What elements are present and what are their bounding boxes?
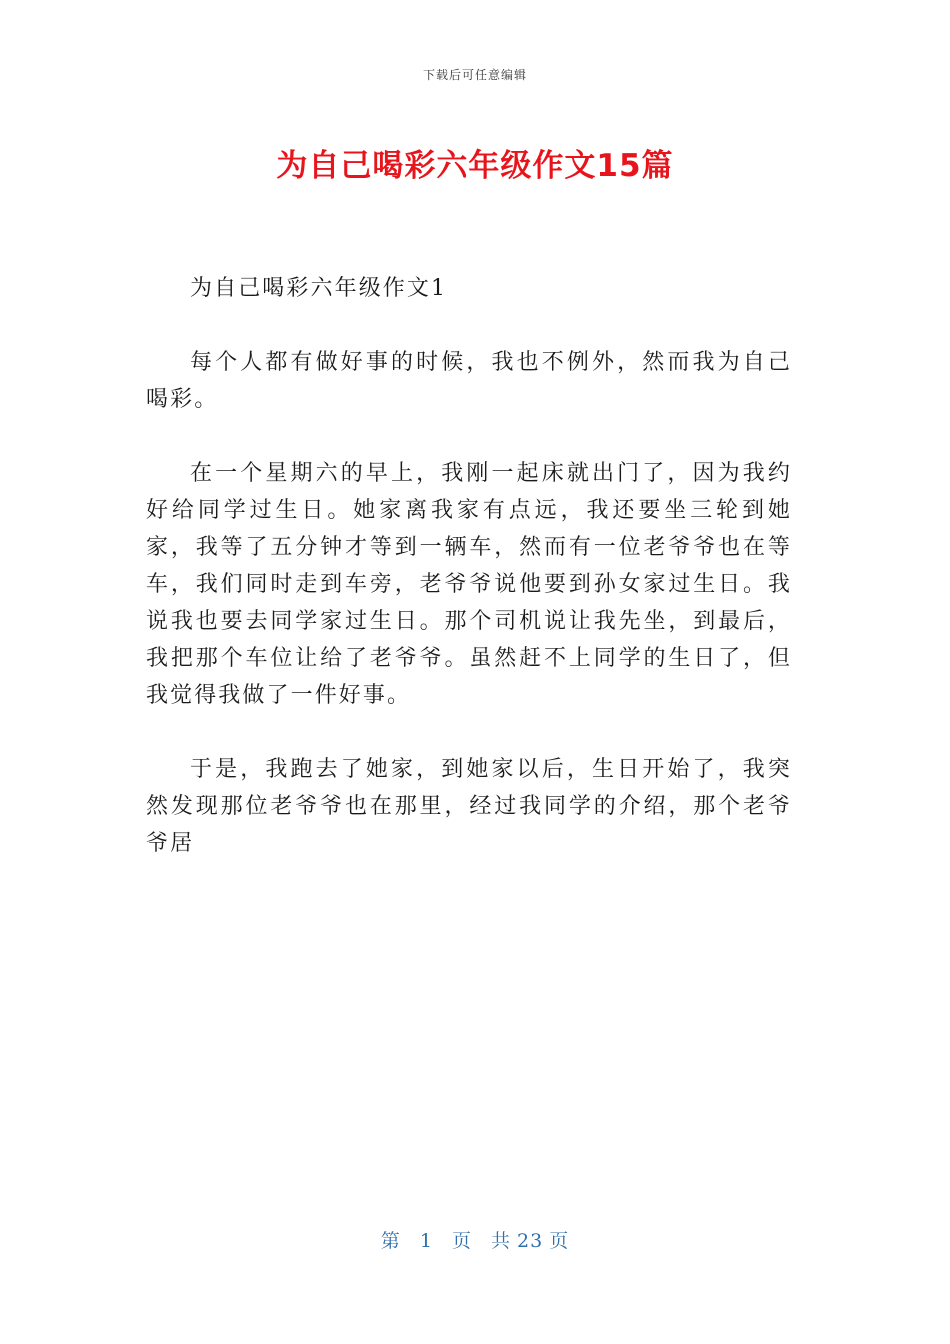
- paragraph: 每个人都有做好事的时候，我也不例外，然而我为自己喝彩。: [146, 350, 792, 412]
- current-page-number: 1: [419, 1230, 433, 1252]
- page-footer: [0, 1226, 950, 1253]
- total-label-prefix: 共: [491, 1230, 512, 1252]
- section-heading: 为自己喝彩六年级作文1: [190, 276, 448, 301]
- page-label-mid: 页: [451, 1230, 472, 1252]
- document-title: 为自己喝彩六年级作文15篇: [276, 148, 674, 184]
- page-label-suffix: 页: [549, 1230, 570, 1252]
- header-note: 下载后可任意编辑: [422, 68, 527, 82]
- page-label-prefix: 第: [380, 1230, 401, 1252]
- total-page-count: 23: [517, 1230, 544, 1252]
- document-body: [146, 270, 792, 899]
- paragraph: 在一个星期六的早上，我刚一起床就出门了，因为我约好给同学过生日。她家离我家有点远，我还要坐三轮到她家，我等了五分钟才等到一辆车，然而有一位老爷爷也在等车，我们同时走到车旁，老爷爷说他要到孙女家过生日。我说我也要去同学家过生日。那个司机说让我先坐，到最后，我把那个车位让给了老爷爷。虽然赶不上同学的生日了，但我觉得我做了一件好事。: [146, 461, 792, 708]
- paragraph: 于是，我跑去了她家，到她家以后，生日开始了，我突然发现那位老爷爷也在那里，经过我同学的介绍，那个老爷爷居: [146, 757, 792, 856]
